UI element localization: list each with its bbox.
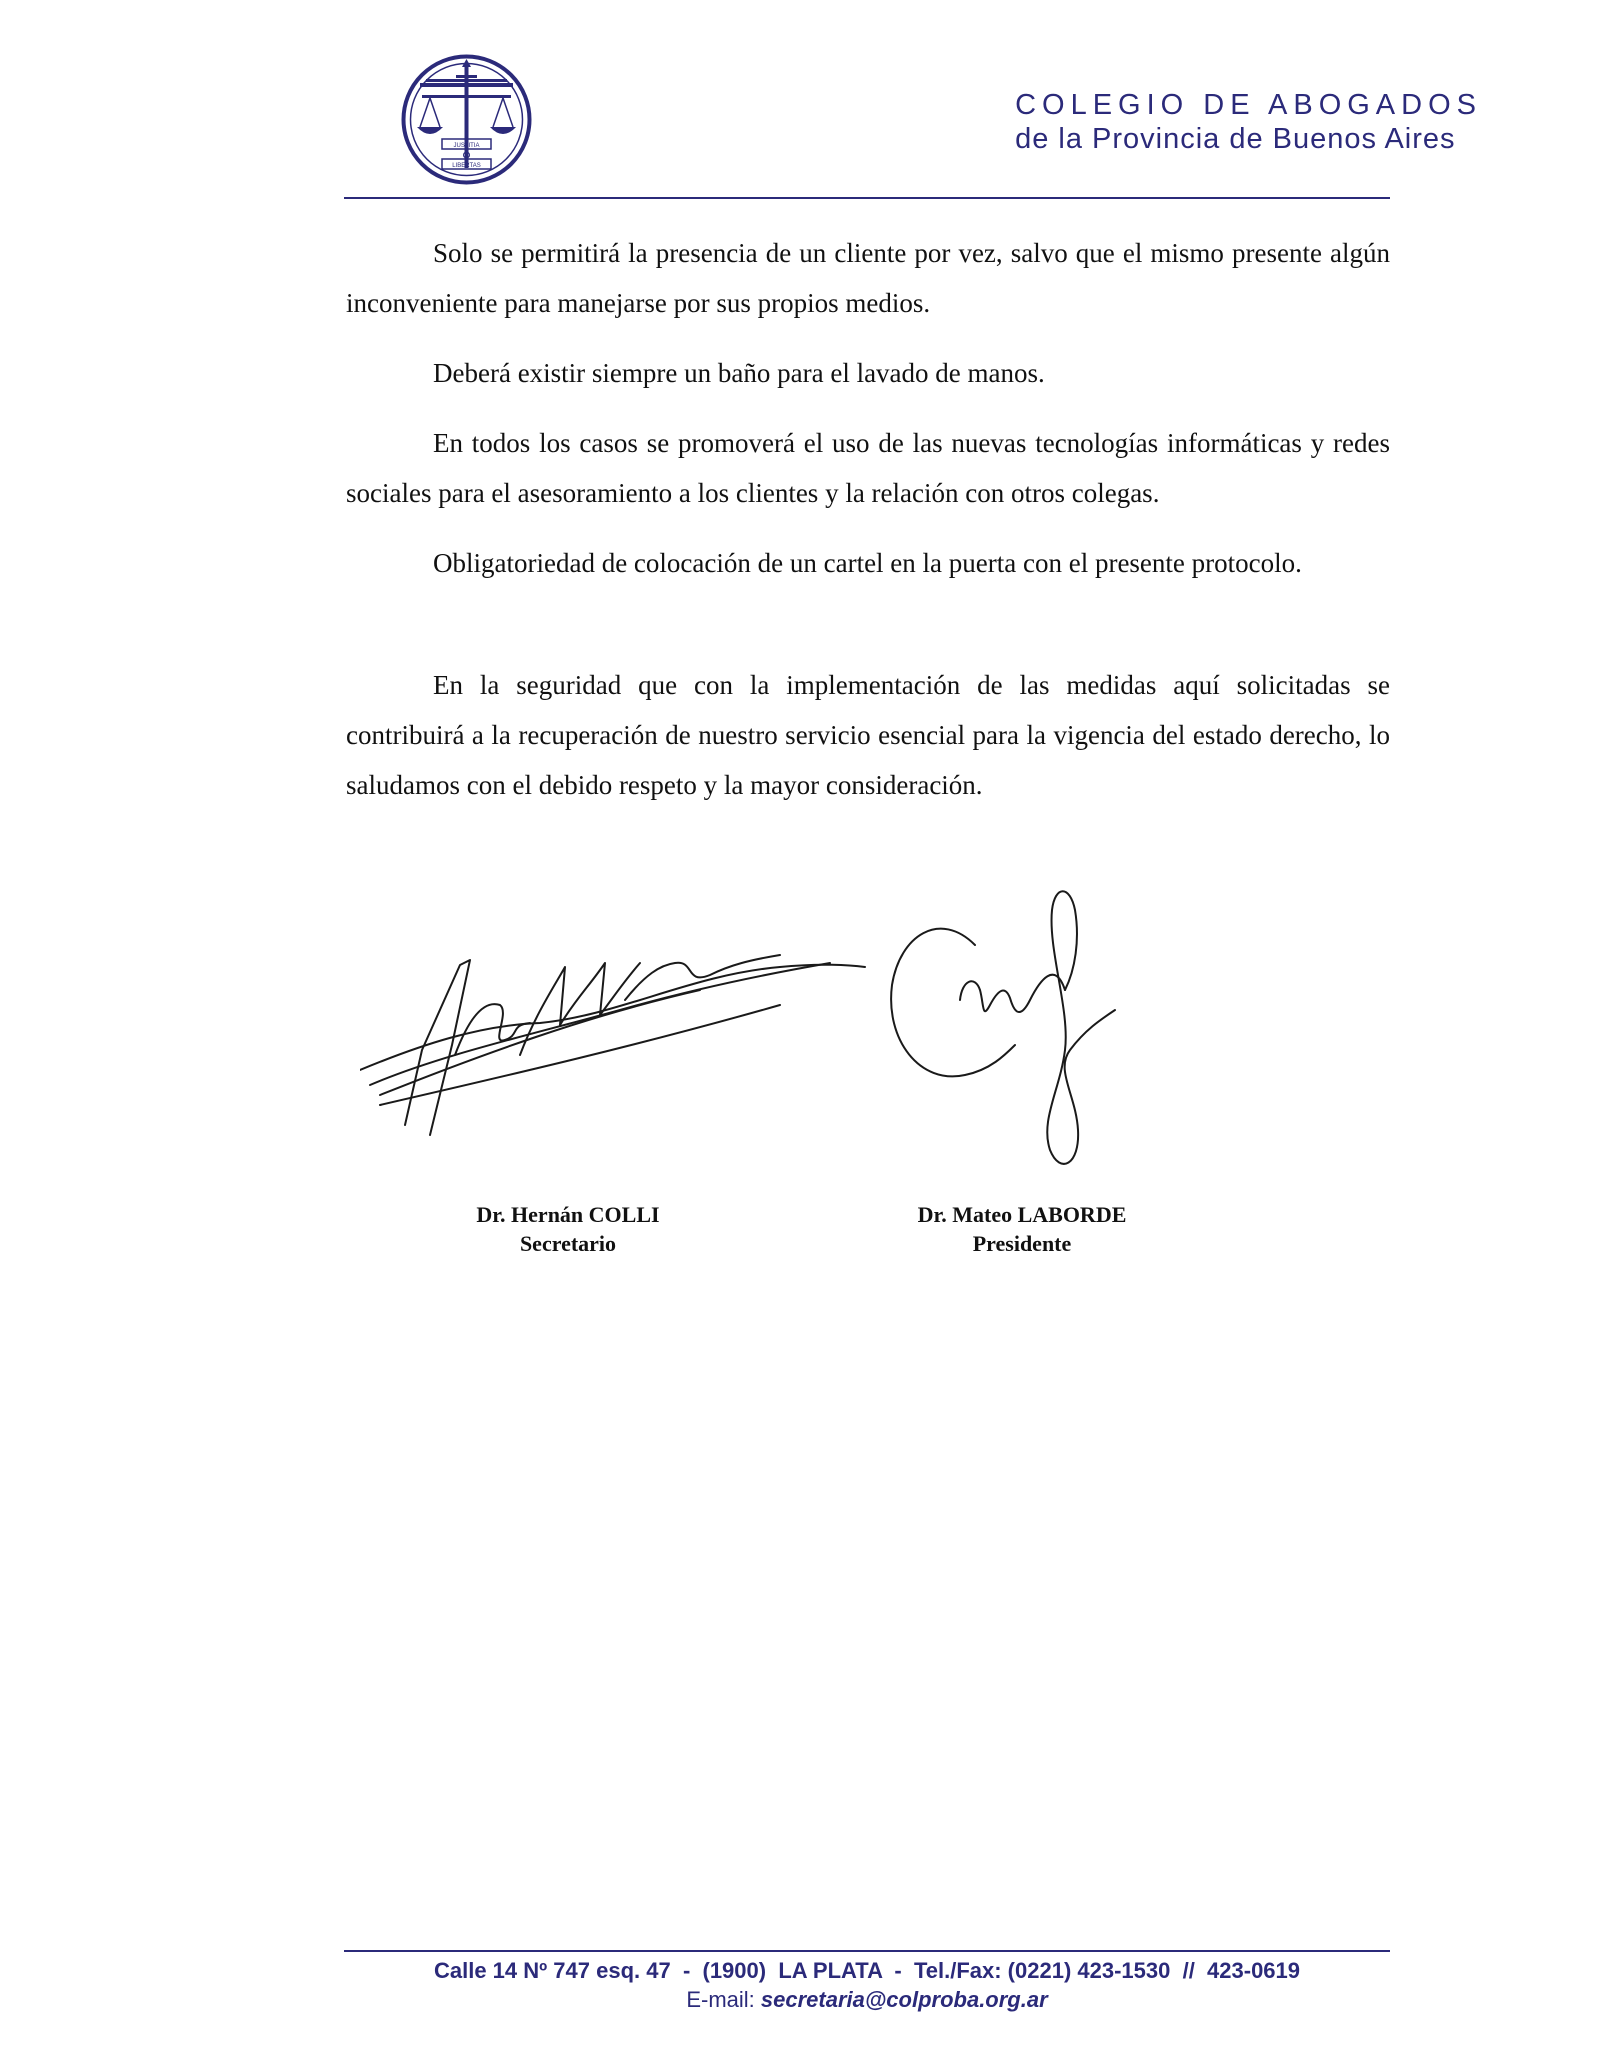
footer-email-label: E-mail: [686,1987,761,2012]
logo-text-top: JUSTITIA [453,143,480,149]
footer-address: Calle 14 Nº 747 esq. 47 - (1900) LA PLATA - Tel./Fax: (0221) 423-1530 // 423-0619 [433,1958,1301,1983]
organization-name-line2: de la Provincia de Buenos Aires [1015,123,1456,155]
signer-role: Secretario [519,1231,617,1256]
paragraph: Deberá existir siempre un baño para el lavado de manos. [433,358,1045,388]
header-divider [344,197,1390,199]
paragraph: Obligatoriedad de colocación de un cartel en la puerta con el presente protocolo. [433,548,1302,578]
signature-left-icon [360,905,870,1145]
signer-name: Dr. Hernán COLLI [476,1202,660,1227]
closing-paragraph: En la seguridad que con la implementación de las medidas aquí solicitadas se contribuirá a la recuperación de nuestro servicio esencial para la vigencia del estado derecho, lo saludamos con el debido respeto y la mayor consideración. [346,670,1390,800]
organization-name-line1: COLEGIO DE ABOGADOS [1015,89,1482,121]
footer-divider [344,1950,1390,1952]
paragraph: Solo se permitirá la presencia de un cliente por vez, salvo que el mismo presente algún inconveniente para manejarse por sus propios medios. [346,238,1390,318]
signer-role: Presidente [972,1231,1072,1256]
logo-text-bottom: LIBERTAS [452,163,481,169]
footer-email-line [344,1985,1390,2014]
signer-name: Dr. Mateo LABORDE [917,1202,1127,1227]
footer [344,1956,1390,2014]
signer-secretary [408,1200,728,1258]
signer-president [862,1200,1182,1258]
footer-email-link[interactable]: secretaria@colproba.org.ar [760,1987,1048,2012]
paragraph: En todos los casos se promoverá el uso de las nuevas tecnologías informáticas y redes sociales para el asesoramiento a los clientes y la relación con otros colegas. [346,428,1390,508]
signature-right-icon [880,880,1140,1180]
letter-body [346,228,1390,830]
organization-name [1015,88,1482,156]
colegio-seal-logo-icon [400,53,533,186]
